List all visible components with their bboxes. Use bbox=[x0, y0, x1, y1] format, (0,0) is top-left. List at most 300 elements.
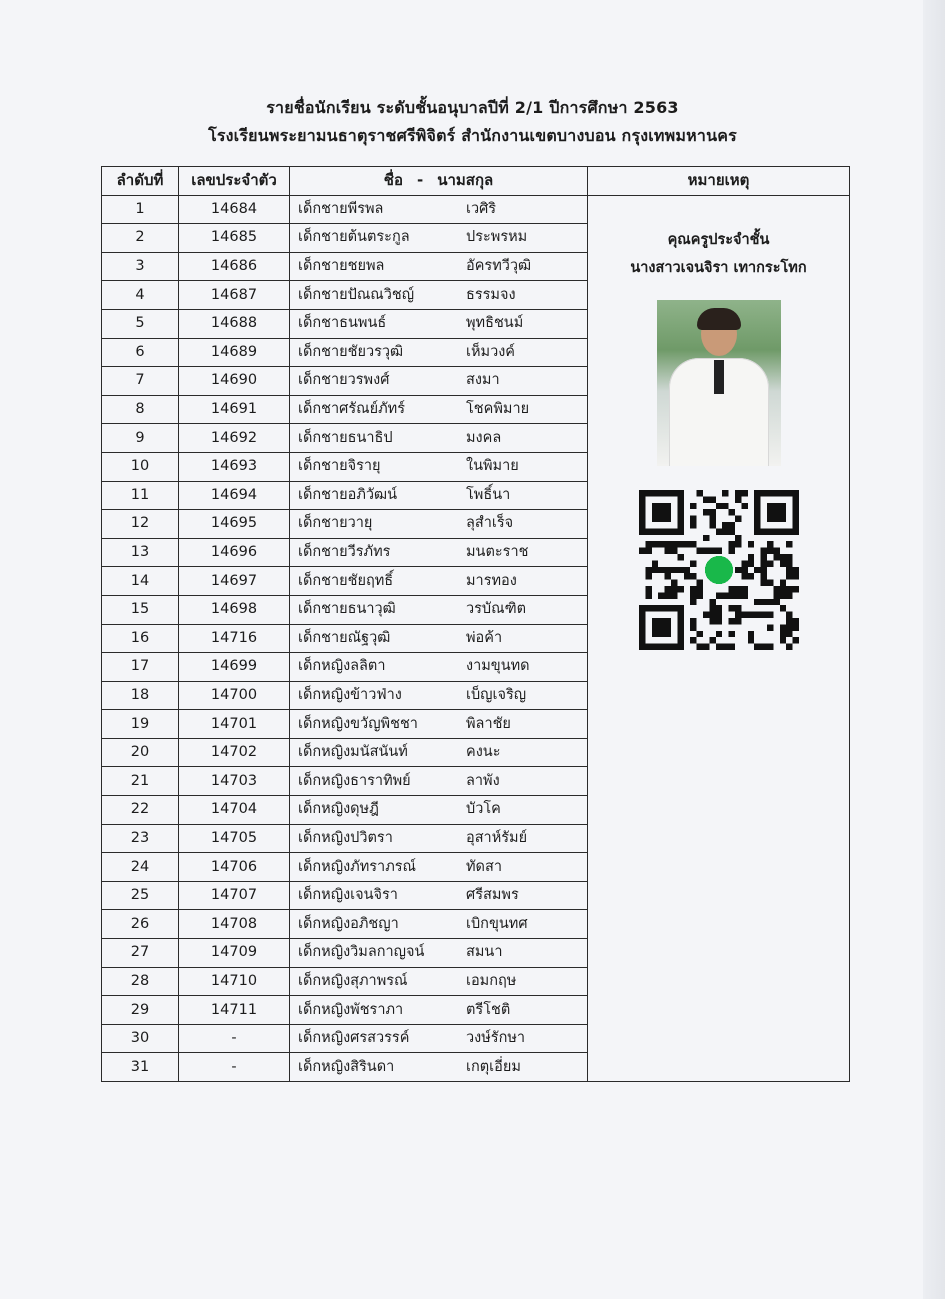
row-last-name: สมนา bbox=[466, 944, 503, 961]
qr-module bbox=[703, 547, 709, 553]
row-student-id: 14689 bbox=[179, 338, 290, 367]
qr-module bbox=[677, 541, 683, 547]
qr-module bbox=[760, 643, 766, 649]
row-last-name: ลาพัง bbox=[466, 772, 500, 789]
table-row bbox=[102, 195, 850, 224]
row-last-name: สงมา bbox=[466, 372, 500, 389]
qr-module bbox=[664, 547, 670, 553]
homeroom-teacher-name: นางสาวเจนจิรา เทากระโทก bbox=[630, 259, 807, 276]
row-name bbox=[290, 338, 588, 367]
qr-module bbox=[722, 502, 728, 508]
table-header-row bbox=[102, 167, 850, 196]
row-name bbox=[290, 796, 588, 825]
qr-module bbox=[779, 554, 785, 560]
row-student-id: 14709 bbox=[179, 939, 290, 968]
row-name bbox=[290, 595, 588, 624]
qr-module bbox=[671, 547, 677, 553]
qr-module bbox=[664, 586, 670, 592]
qr-module bbox=[722, 528, 728, 534]
row-no: 30 bbox=[102, 1024, 179, 1053]
row-first-name: เด็กชายปัณณวิชญ์ bbox=[298, 286, 415, 303]
qr-finder-core bbox=[767, 502, 786, 521]
row-student-id: 14699 bbox=[179, 653, 290, 682]
qr-module bbox=[645, 566, 651, 572]
qr-module bbox=[722, 592, 728, 598]
row-first-name: เด็กชายวายุ bbox=[298, 515, 373, 532]
row-last-name: วรบัณฑิต bbox=[466, 601, 527, 618]
qr-module bbox=[786, 592, 792, 598]
qr-module bbox=[741, 586, 747, 592]
row-last-name: อุสาห์รัมย์ bbox=[466, 829, 528, 846]
qr-module bbox=[735, 618, 741, 624]
qr-module bbox=[709, 618, 715, 624]
qr-module bbox=[690, 586, 696, 592]
line-logo-icon bbox=[704, 556, 732, 584]
row-no: 26 bbox=[102, 910, 179, 939]
qr-module bbox=[760, 547, 766, 553]
row-name bbox=[290, 738, 588, 767]
qr-module bbox=[683, 541, 689, 547]
row-first-name: เด็กหญิงข้าวฟ่าง bbox=[298, 686, 402, 703]
qr-module bbox=[690, 637, 696, 643]
row-name bbox=[290, 881, 588, 910]
row-last-name: ตรีโชติ bbox=[466, 1001, 511, 1018]
row-name bbox=[290, 939, 588, 968]
qr-module bbox=[703, 643, 709, 649]
row-student-id: 14703 bbox=[179, 767, 290, 796]
qr-module bbox=[747, 560, 753, 566]
qr-module bbox=[728, 605, 734, 611]
qr-module bbox=[709, 611, 715, 617]
qr-module bbox=[760, 573, 766, 579]
row-last-name: เห็มวงค์ bbox=[466, 343, 515, 360]
row-no: 22 bbox=[102, 796, 179, 825]
qr-module bbox=[786, 586, 792, 592]
qr-module bbox=[690, 515, 696, 521]
qr-module bbox=[658, 541, 664, 547]
row-first-name: เด็กหญิงสุภาพรณ์ bbox=[298, 972, 408, 989]
qr-module bbox=[677, 586, 683, 592]
row-first-name: เด็กชายจิรายุ bbox=[298, 458, 381, 475]
header-name bbox=[290, 167, 588, 196]
row-name bbox=[290, 567, 588, 596]
row-last-name: เบ็ญเจริญ bbox=[466, 686, 527, 703]
qr-module bbox=[728, 547, 734, 553]
qr-module bbox=[747, 637, 753, 643]
qr-finder-core bbox=[651, 618, 670, 637]
qr-module bbox=[779, 592, 785, 598]
row-first-name: เด็กหญิงมนัสนันท์ bbox=[298, 744, 408, 761]
row-student-id: 14692 bbox=[179, 424, 290, 453]
row-first-name: เด็กหญิงปวิตรา bbox=[298, 829, 393, 846]
row-no: 27 bbox=[102, 939, 179, 968]
row-first-name: เด็กชายณัฐวุฒิ bbox=[298, 629, 391, 646]
qr-module bbox=[792, 624, 798, 630]
row-name bbox=[290, 195, 588, 224]
qr-module bbox=[767, 624, 773, 630]
note-cell bbox=[588, 195, 850, 1081]
row-last-name: ธรรมจง bbox=[466, 286, 516, 303]
row-name bbox=[290, 395, 588, 424]
row-name bbox=[290, 481, 588, 510]
qr-module bbox=[767, 579, 773, 585]
qr-module bbox=[696, 643, 702, 649]
qr-module bbox=[735, 534, 741, 540]
qr-module bbox=[786, 560, 792, 566]
row-last-name: บัวโค bbox=[466, 801, 501, 818]
row-no: 10 bbox=[102, 452, 179, 481]
qr-module bbox=[741, 611, 747, 617]
row-first-name: เด็กชายวีรภัทร bbox=[298, 544, 391, 561]
qr-module bbox=[639, 547, 645, 553]
qr-module bbox=[792, 566, 798, 572]
row-no: 18 bbox=[102, 681, 179, 710]
row-name bbox=[290, 252, 588, 281]
row-student-id: 14706 bbox=[179, 853, 290, 882]
row-name bbox=[290, 653, 588, 682]
row-name bbox=[290, 853, 588, 882]
qr-module bbox=[703, 496, 709, 502]
row-student-id: 14705 bbox=[179, 824, 290, 853]
row-no: 21 bbox=[102, 767, 179, 796]
qr-module bbox=[722, 522, 728, 528]
qr-module bbox=[709, 509, 715, 515]
row-name bbox=[290, 224, 588, 253]
qr-module bbox=[728, 528, 734, 534]
header-student-id: เลขประจำตัว bbox=[179, 167, 290, 196]
row-no: 28 bbox=[102, 967, 179, 996]
qr-module bbox=[645, 586, 651, 592]
row-name bbox=[290, 510, 588, 539]
qr-module bbox=[709, 515, 715, 521]
row-no: 9 bbox=[102, 424, 179, 453]
qr-module bbox=[754, 611, 760, 617]
qr-module bbox=[683, 566, 689, 572]
qr-module bbox=[779, 579, 785, 585]
row-student-id: 14686 bbox=[179, 252, 290, 281]
row-first-name: เด็กหญิงธาราทิพย์ bbox=[298, 772, 411, 789]
qr-module bbox=[767, 643, 773, 649]
qr-module bbox=[747, 573, 753, 579]
qr-module bbox=[658, 592, 664, 598]
qr-module bbox=[703, 611, 709, 617]
qr-module bbox=[786, 554, 792, 560]
row-student-id: 14702 bbox=[179, 738, 290, 767]
qr-module bbox=[747, 554, 753, 560]
row-first-name: เด็กหญิงขวัญพิชชา bbox=[298, 715, 418, 732]
qr-module bbox=[735, 592, 741, 598]
qr-module bbox=[664, 573, 670, 579]
row-last-name: มงคล bbox=[466, 429, 502, 446]
qr-module bbox=[760, 598, 766, 604]
document-subtitle: โรงเรียนพระยามนธาตุราชศรีพิจิตร์ สำนักงานเขตบางบอน กรุงเทพมหานคร bbox=[208, 126, 737, 145]
row-name bbox=[290, 1024, 588, 1053]
row-name bbox=[290, 624, 588, 653]
qr-module bbox=[671, 592, 677, 598]
qr-module bbox=[786, 630, 792, 636]
row-student-id: 14704 bbox=[179, 796, 290, 825]
qr-module bbox=[645, 592, 651, 598]
qr-module bbox=[728, 509, 734, 515]
qr-module bbox=[671, 586, 677, 592]
qr-module bbox=[779, 560, 785, 566]
row-first-name: เด็กหญิงพัชราภา bbox=[298, 1001, 404, 1018]
row-student-id: - bbox=[179, 1024, 290, 1053]
qr-module bbox=[664, 592, 670, 598]
row-name bbox=[290, 424, 588, 453]
row-name bbox=[290, 910, 588, 939]
qr-module bbox=[767, 598, 773, 604]
row-student-id: 14697 bbox=[179, 567, 290, 596]
qr-module bbox=[741, 560, 747, 566]
qr-module bbox=[741, 592, 747, 598]
qr-module bbox=[645, 573, 651, 579]
qr-module bbox=[690, 573, 696, 579]
qr-module bbox=[779, 624, 785, 630]
qr-module bbox=[722, 490, 728, 496]
qr-module bbox=[709, 496, 715, 502]
qr-module bbox=[760, 560, 766, 566]
qr-module bbox=[709, 522, 715, 528]
qr-module bbox=[671, 566, 677, 572]
row-last-name: โพธิ์นา bbox=[466, 486, 511, 503]
qr-module bbox=[677, 554, 683, 560]
row-first-name: เด็กหญิงภัทราภรณ์ bbox=[298, 858, 416, 875]
row-student-id: 14708 bbox=[179, 910, 290, 939]
qr-module bbox=[786, 618, 792, 624]
qr-module bbox=[690, 541, 696, 547]
qr-module bbox=[728, 643, 734, 649]
qr-module bbox=[709, 547, 715, 553]
row-last-name: คงนะ bbox=[466, 744, 501, 761]
row-student-id: 14693 bbox=[179, 452, 290, 481]
qr-module bbox=[728, 522, 734, 528]
line-qr-code-icon[interactable] bbox=[639, 490, 799, 650]
qr-module bbox=[696, 630, 702, 636]
qr-module bbox=[703, 509, 709, 515]
row-no: 1 bbox=[102, 195, 179, 224]
qr-module bbox=[728, 618, 734, 624]
qr-module bbox=[715, 592, 721, 598]
row-no: 3 bbox=[102, 252, 179, 281]
qr-module bbox=[715, 605, 721, 611]
qr-module bbox=[703, 534, 709, 540]
row-first-name: เด็กชายธนาธิป bbox=[298, 429, 393, 446]
qr-module bbox=[754, 598, 760, 604]
row-first-name: เด็กหญิงอภิชญา bbox=[298, 915, 399, 932]
row-no: 19 bbox=[102, 710, 179, 739]
qr-module bbox=[767, 611, 773, 617]
row-name bbox=[290, 538, 588, 567]
qr-module bbox=[735, 496, 741, 502]
qr-module bbox=[773, 598, 779, 604]
qr-module bbox=[709, 605, 715, 611]
teacher-photo bbox=[657, 300, 781, 466]
row-name bbox=[290, 824, 588, 853]
row-student-id: 14694 bbox=[179, 481, 290, 510]
row-student-id: 14691 bbox=[179, 395, 290, 424]
qr-module bbox=[773, 547, 779, 553]
qr-module bbox=[760, 579, 766, 585]
row-name bbox=[290, 710, 588, 739]
qr-module bbox=[786, 541, 792, 547]
qr-module bbox=[786, 566, 792, 572]
header-note: หมายเหตุ bbox=[588, 167, 850, 196]
qr-module bbox=[741, 573, 747, 579]
qr-module bbox=[651, 560, 657, 566]
qr-module bbox=[747, 611, 753, 617]
qr-module bbox=[728, 630, 734, 636]
qr-module bbox=[735, 541, 741, 547]
row-student-id: 14701 bbox=[179, 710, 290, 739]
row-no: 23 bbox=[102, 824, 179, 853]
row-no: 7 bbox=[102, 367, 179, 396]
qr-module bbox=[779, 586, 785, 592]
qr-module bbox=[786, 611, 792, 617]
row-student-id: - bbox=[179, 1053, 290, 1082]
qr-module bbox=[792, 637, 798, 643]
qr-module bbox=[696, 586, 702, 592]
row-first-name: เด็กหญิงสิรินดา bbox=[298, 1058, 395, 1075]
row-no: 17 bbox=[102, 653, 179, 682]
row-last-name: ศรีสมพร bbox=[466, 887, 519, 904]
document-title: รายชื่อนักเรียน ระดับชั้นอนุบาลปีที่ 2/1 ปีการศึกษา 2563 bbox=[266, 98, 679, 117]
row-last-name: งามขุนทด bbox=[466, 658, 530, 675]
qr-module bbox=[779, 630, 785, 636]
row-last-name: เบิกขุนทศ bbox=[466, 915, 528, 932]
row-name bbox=[290, 1053, 588, 1082]
row-first-name: เด็กชาธนพนธ์ bbox=[298, 315, 387, 332]
qr-module bbox=[690, 502, 696, 508]
qr-module bbox=[786, 624, 792, 630]
qr-module bbox=[741, 502, 747, 508]
header-name-last: นามสกุล bbox=[437, 171, 494, 190]
qr-module bbox=[741, 490, 747, 496]
row-student-id: 14710 bbox=[179, 967, 290, 996]
header-name-first: ชื่อ bbox=[383, 171, 403, 190]
homeroom-teacher-label: คุณครูประจำชั้น bbox=[667, 231, 770, 248]
qr-module bbox=[735, 566, 741, 572]
row-student-id: 14687 bbox=[179, 281, 290, 310]
row-last-name: มนตะราช bbox=[466, 544, 529, 561]
row-name bbox=[290, 281, 588, 310]
row-last-name: เกตุเอี่ยม bbox=[466, 1058, 521, 1075]
row-student-id: 14696 bbox=[179, 538, 290, 567]
row-last-name: วงษ์รักษา bbox=[466, 1030, 526, 1047]
header-no: ลำดับที่ bbox=[102, 167, 179, 196]
qr-module bbox=[683, 573, 689, 579]
qr-module bbox=[658, 566, 664, 572]
qr-module bbox=[715, 528, 721, 534]
qr-module bbox=[760, 611, 766, 617]
row-name bbox=[290, 967, 588, 996]
qr-module bbox=[690, 560, 696, 566]
row-first-name: เด็กหญิงเจนจิรา bbox=[298, 887, 398, 904]
row-name bbox=[290, 452, 588, 481]
row-last-name: มารทอง bbox=[466, 572, 517, 589]
qr-module bbox=[715, 547, 721, 553]
row-name bbox=[290, 996, 588, 1025]
qr-module bbox=[792, 586, 798, 592]
qr-module bbox=[645, 541, 651, 547]
row-no: 5 bbox=[102, 309, 179, 338]
qr-module bbox=[671, 579, 677, 585]
row-student-id: 14700 bbox=[179, 681, 290, 710]
qr-module bbox=[792, 573, 798, 579]
row-no: 16 bbox=[102, 624, 179, 653]
row-last-name: ลุสำเร็จ bbox=[466, 515, 514, 532]
qr-module bbox=[664, 566, 670, 572]
row-no: 29 bbox=[102, 996, 179, 1025]
row-no: 11 bbox=[102, 481, 179, 510]
row-no: 15 bbox=[102, 595, 179, 624]
row-last-name: พุทธิชนม์ bbox=[466, 315, 524, 332]
row-name bbox=[290, 367, 588, 396]
qr-module bbox=[767, 541, 773, 547]
qr-module bbox=[690, 618, 696, 624]
row-first-name: เด็กชายชัยฤทธิ์ bbox=[298, 572, 394, 589]
row-no: 14 bbox=[102, 567, 179, 596]
qr-module bbox=[760, 554, 766, 560]
row-last-name: อัครทวีวุฒิ bbox=[466, 258, 532, 275]
qr-module bbox=[690, 624, 696, 630]
row-name bbox=[290, 309, 588, 338]
qr-module bbox=[779, 605, 785, 611]
photo-hair bbox=[697, 308, 741, 330]
row-no: 20 bbox=[102, 738, 179, 767]
scan-edge bbox=[923, 0, 945, 1299]
qr-module bbox=[773, 592, 779, 598]
row-first-name: เด็กหญิงวิมลกาญจน์ bbox=[298, 944, 425, 961]
row-first-name: เด็กหญิงดุษฎี bbox=[298, 801, 379, 818]
qr-module bbox=[747, 630, 753, 636]
row-last-name: พิลาชัย bbox=[466, 715, 511, 732]
row-first-name: เด็กชายต้นตระกูล bbox=[298, 229, 410, 246]
row-no: 25 bbox=[102, 881, 179, 910]
row-last-name: ในพิมาย bbox=[466, 458, 519, 475]
row-student-id: 14688 bbox=[179, 309, 290, 338]
row-name bbox=[290, 681, 588, 710]
qr-module bbox=[728, 586, 734, 592]
row-last-name: ประพรหม bbox=[466, 229, 528, 246]
qr-module bbox=[773, 586, 779, 592]
qr-module bbox=[735, 515, 741, 521]
qr-module bbox=[696, 547, 702, 553]
row-last-name: เวศิริ bbox=[466, 200, 497, 217]
qr-module bbox=[786, 573, 792, 579]
qr-module bbox=[709, 637, 715, 643]
qr-module bbox=[696, 490, 702, 496]
row-student-id: 14707 bbox=[179, 881, 290, 910]
student-roster-table bbox=[101, 166, 850, 1082]
row-last-name: เอมกฤษ bbox=[466, 972, 517, 989]
row-last-name: พ่อค้า bbox=[466, 629, 503, 646]
qr-module bbox=[696, 592, 702, 598]
row-name bbox=[290, 767, 588, 796]
qr-module bbox=[760, 566, 766, 572]
row-first-name: เด็กชายธนาวุฒิ bbox=[298, 601, 396, 618]
qr-finder-core bbox=[651, 502, 670, 521]
qr-module bbox=[767, 547, 773, 553]
qr-module bbox=[690, 598, 696, 604]
qr-module bbox=[754, 566, 760, 572]
row-no: 12 bbox=[102, 510, 179, 539]
row-first-name: เด็กชายวรพงศ์ bbox=[298, 372, 390, 389]
qr-module bbox=[715, 611, 721, 617]
qr-module bbox=[677, 566, 683, 572]
row-student-id: 14685 bbox=[179, 224, 290, 253]
row-no: 2 bbox=[102, 224, 179, 253]
